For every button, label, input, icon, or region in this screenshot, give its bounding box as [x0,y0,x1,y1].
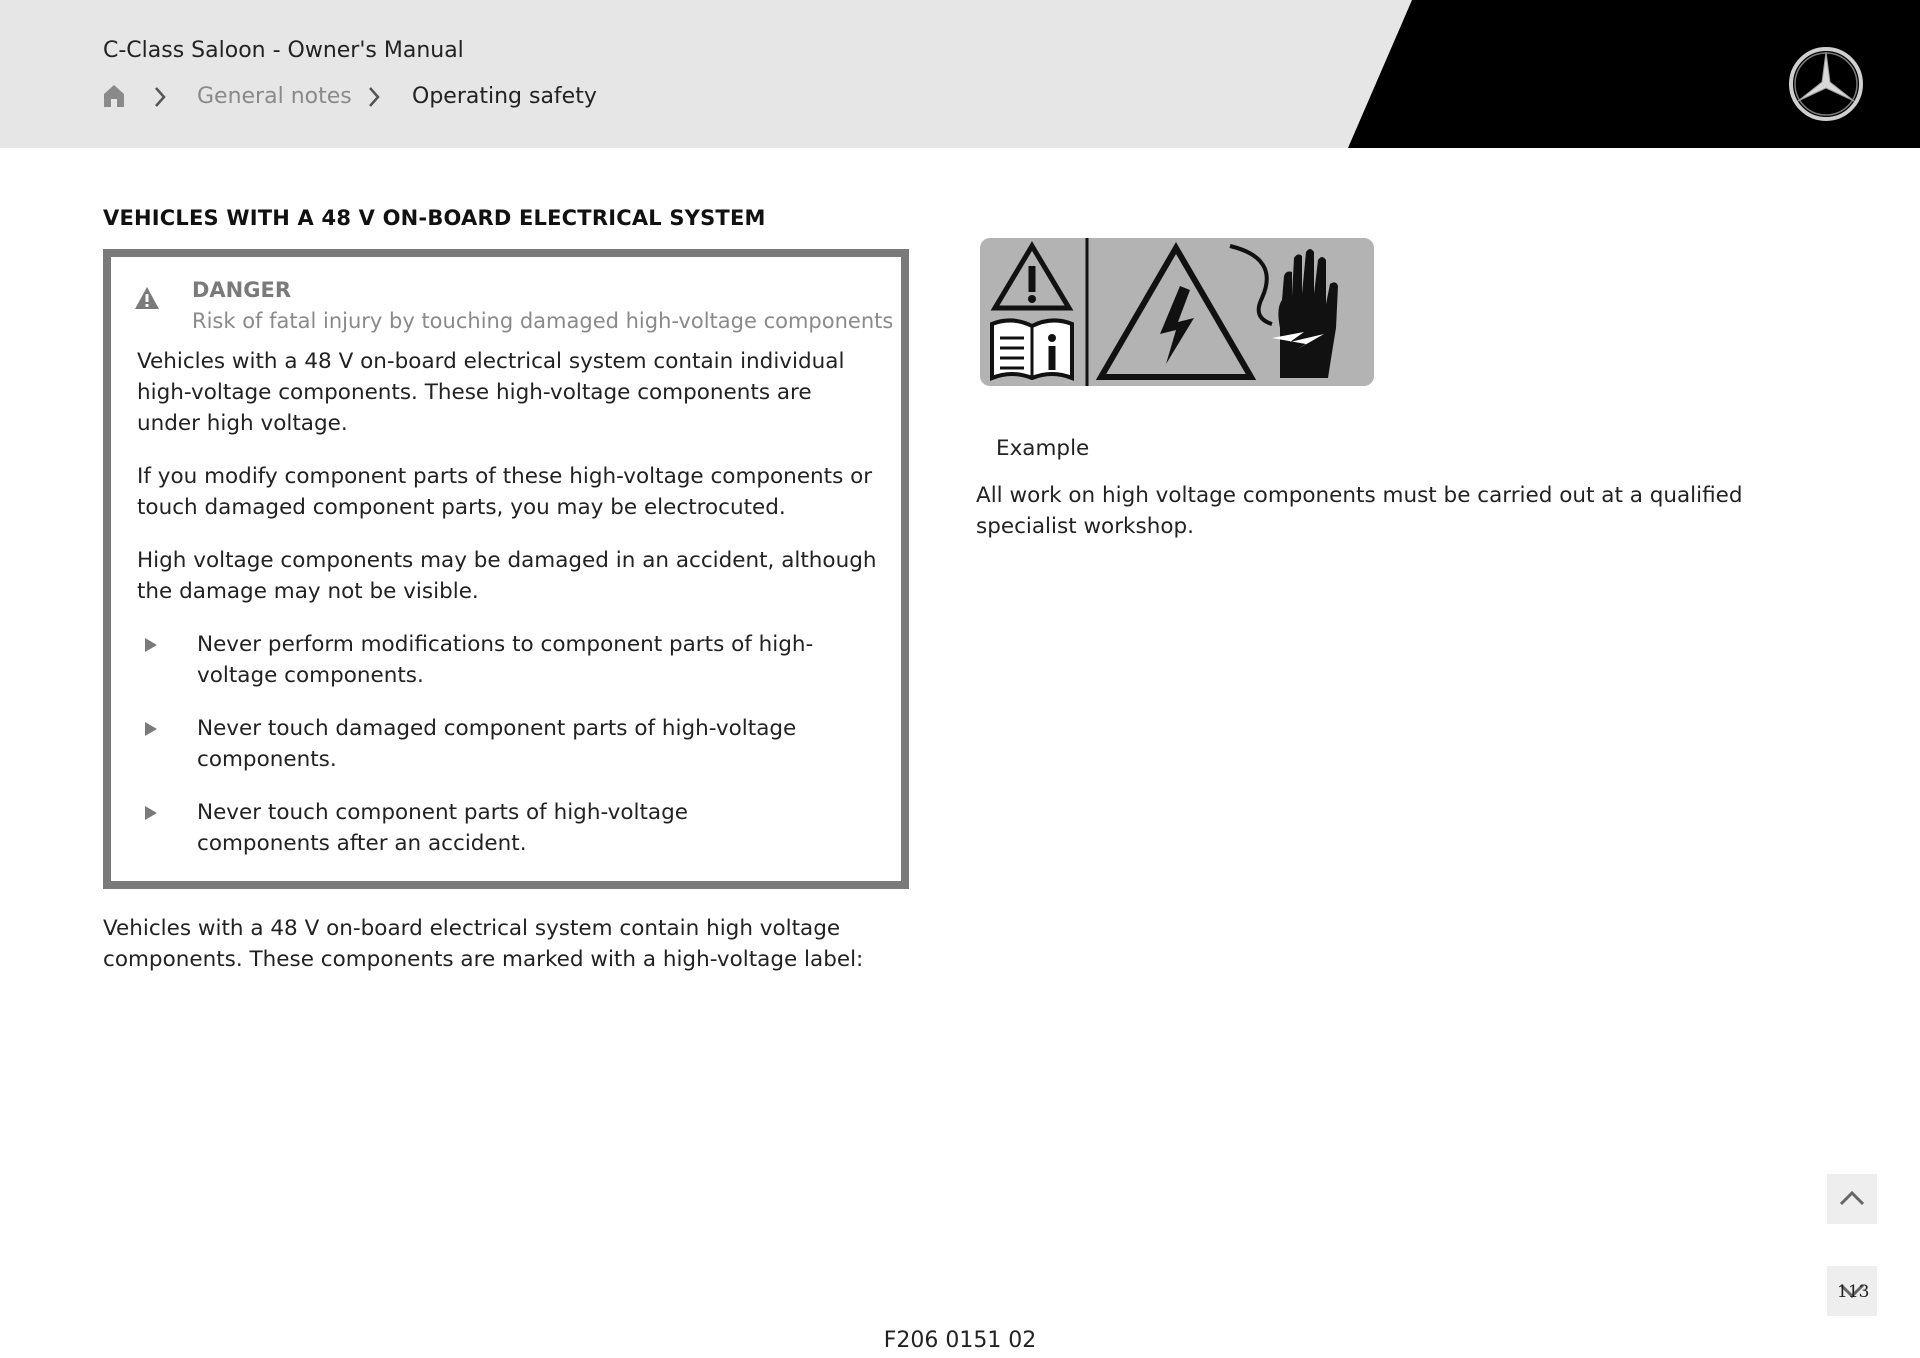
manual-info-icon [992,320,1072,378]
danger-paragraph: Vehicles with a 48 V on-board electrical system contain individual high-voltage components. These high-voltage components are under high voltage. [137,349,845,436]
chevron-right-icon [153,86,167,108]
danger-bullet: Never perform modifications to component parts of high-voltage components. [197,632,814,688]
danger-paragraph: If you modify component parts of these high-voltage components or touch damaged component parts, you may be electrocuted. [137,464,873,520]
right-paragraph: All work on high voltage components must be carried out at a qualified specialist workshop. [976,483,1743,539]
high-voltage-label-image [980,238,1374,386]
danger-bullet: Never touch damaged component parts of high-voltage components. [197,716,797,772]
danger-paragraph: High voltage components may be damaged in an accident, although the damage may not be visible. [137,548,877,604]
warning-triangle-icon [134,286,160,310]
figure-caption: Example [996,436,1090,461]
home-icon[interactable] [103,84,125,108]
chevron-up-icon [1839,1189,1865,1207]
page-number: 113 [1837,1282,1870,1302]
three-pointed-star-logo [1788,46,1864,122]
section-title: VEHICLES WITH A 48 V ON-BOARD ELECTRICAL SYSTEM [103,206,766,230]
document-title: C-Class Saloon - Owner's Manual [103,38,464,63]
chevron-right-icon [367,86,381,108]
breadcrumb-operating-safety: Operating safety [412,84,597,109]
bullet-arrow-icon [144,637,158,653]
breadcrumb-general-notes[interactable]: General notes [197,84,352,109]
scroll-up-button[interactable] [1827,1174,1877,1224]
body-paragraph: Vehicles with a 48 V on-board electrical system contain high voltage components. These components are marked with a high-voltage label: [103,916,864,972]
danger-subtitle: Risk of fatal injury by touching damaged high-voltage components [192,309,894,333]
danger-label: DANGER [192,278,292,302]
bullet-arrow-icon [144,805,158,821]
danger-bullet: Never touch component parts of high-voltage components after an accident. [197,800,688,856]
bullet-arrow-icon [144,721,158,737]
footer-document-code: F206 0151 02 [883,1328,1037,1353]
